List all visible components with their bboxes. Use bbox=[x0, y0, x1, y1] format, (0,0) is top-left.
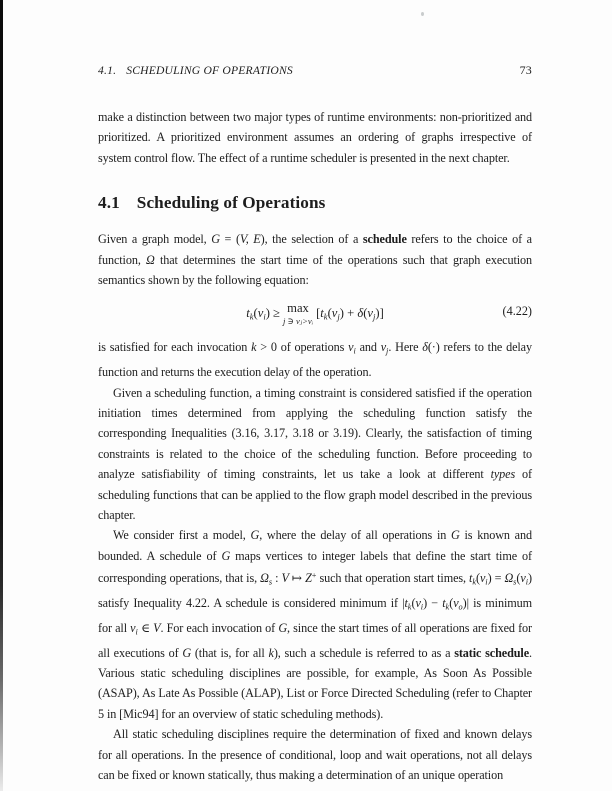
paragraph-timing-constraint: Given a scheduling function, a timing constraint is considered satisfied if the operation initiation times determined from applying the scheduling function satisfy the corresponding Inequalities (3.16, 3.17, 3.18 or 3.19). Clearly, the satisfaction of timing constraints is related to the choice of the scheduling function. Before proceeding to analyze satisfiability of timing constraints, let us take a look at different types of scheduling functions that can be applied to the flow graph model described in the previous chapter. bbox=[98, 385, 532, 522]
paragraph-static-schedule: We consider first a model, G, where the delay of all operations in G is known and bounded. A schedule of G maps vertices to integer labels that define the start time of corresponding operations, that is, Ωs : V ↦ Z+ such that operation start times, tk(vi) = Ωs(vi) satisfy Inequality 4.22. A schedule is considered minimum if |tk(vi) − tk(vo)| is minimum for all vi ∈ V. For each invocation of G, since the start times of all operations are fixed for all executions of G (that is, for all k), such a schedule is referred to as a static schedule. Various static scheduling disciplines are possible, for example, As Soon As Possible (ASAP), As Late As Possible (ALAP), List or Force Directed Scheduling (refer to Chapter 5 in [Mic94] for an overview of static scheduling methods). bbox=[98, 528, 532, 721]
section-heading-number: 4.1 bbox=[98, 193, 120, 213]
paragraph-intro: make a distinction between two major types of runtime environments: non-prioritized and prioritized. A prioritized environment assumes an ordering of graphs irrespective of system control flow. The effect of a runtime scheduler is presented in the next chapter. bbox=[98, 110, 532, 165]
running-header-section bbox=[98, 64, 293, 77]
equation-rhs: [tk(vj) + δ(vj)] bbox=[316, 306, 384, 322]
max-label: max bbox=[287, 301, 309, 316]
max-subscript: j ∋ vⱼ>vᵢ bbox=[282, 316, 314, 327]
section-heading-title: Scheduling of Operations bbox=[136, 193, 326, 213]
section-heading bbox=[98, 192, 532, 214]
running-header-section-title: SCHEDULING OF OPERATIONS bbox=[126, 64, 293, 77]
paragraph-all-static: All static scheduling disciplines require the determination of fixed and known delays for all operations. In the presence of conditional, loop and wait operations, not all delays can be fixed or known statically, thus making a determination of an unique operation bbox=[98, 727, 532, 782]
equation-number: (4.22) bbox=[502, 304, 532, 319]
max-operator bbox=[283, 302, 313, 325]
running-header bbox=[98, 63, 532, 78]
text-column bbox=[98, 0, 532, 785]
paragraph-given-graph-model: Given a graph model, G = (V, E), the selection of a schedule refers to the choice of a function, Ω that determines the start time of the operations such that graph execution semantics shown by the following equation: bbox=[98, 232, 532, 288]
scan-artifact-left-edge bbox=[0, 0, 3, 791]
page-number: 73 bbox=[519, 63, 532, 77]
equation-lhs: tk(vi) ≥ bbox=[246, 306, 280, 322]
equation-body bbox=[246, 302, 384, 325]
running-header-section-number: 4.1. bbox=[98, 64, 117, 77]
equation-4-22 bbox=[98, 298, 532, 328]
paragraph-is-satisfied: is satisfied for each invocation k > 0 of operations vi and vj. Here δ(·) refers to the delay function and returns the execution delay of the operation. bbox=[98, 340, 532, 380]
